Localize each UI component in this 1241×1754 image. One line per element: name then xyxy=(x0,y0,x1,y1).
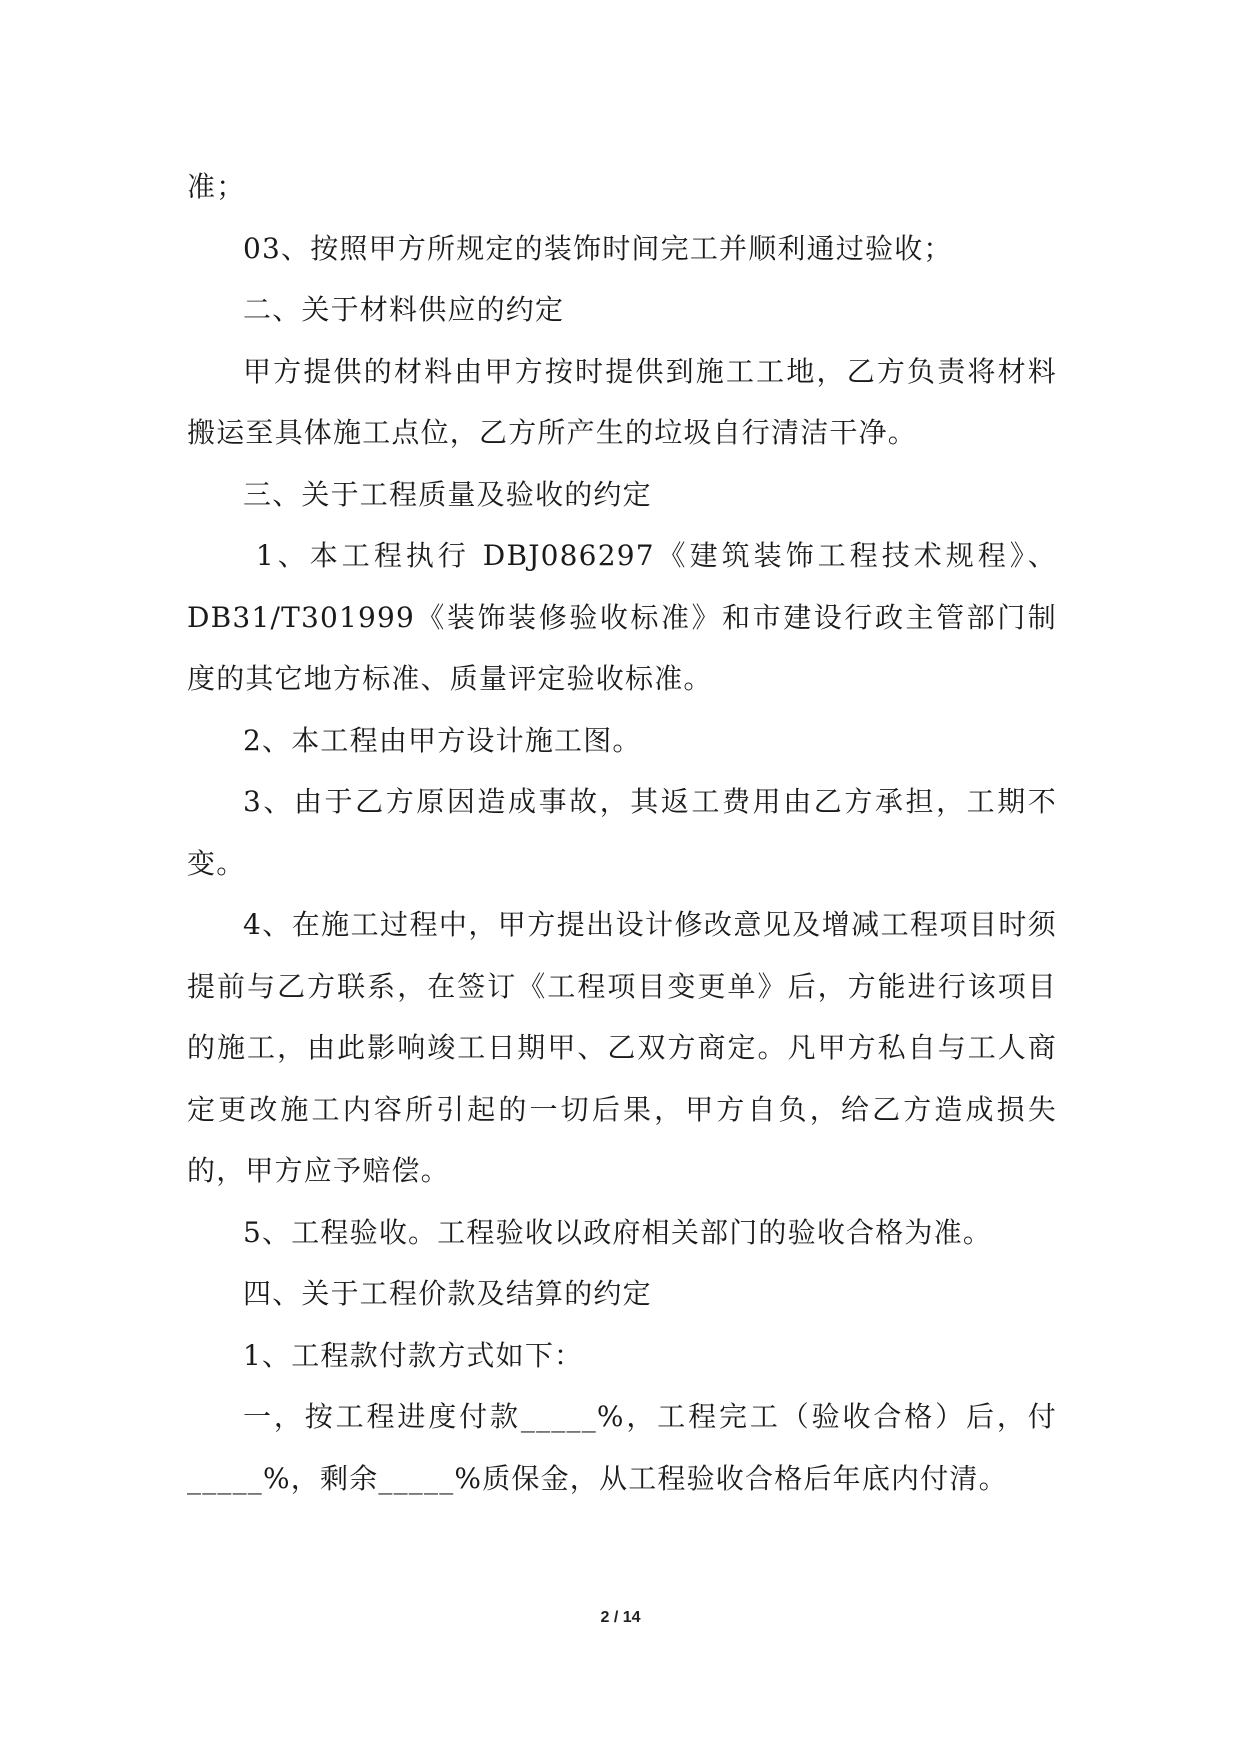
paragraph-design-change: 4、在施工过程中，甲方提出设计修改意见及增减工程项目时须提前与乙方联系，在签订《工程项目变更单》后，方能进行该项目的施工，由此影响竣工日期甲、乙双方商定。凡甲方私自与工人商定更改施工内容所引起的一切后果，甲方自负，给乙方造成损失的，甲方应予赔偿。 xyxy=(187,908,1057,1187)
document-body xyxy=(187,156,1057,1509)
page-number: 2 / 14 xyxy=(600,1609,641,1626)
paragraph-rework: 3、由于乙方原因造成事故，其返工费用由乙方承担，工期不变。 xyxy=(187,785,1057,880)
paragraph-acceptance: 5、工程验收。工程验收以政府相关部门的验收合格为准。 xyxy=(243,1215,993,1249)
paragraph-standards: 1、本工程执行 DBJ086297《建筑装饰工程技术规程》、DB31/T301999《装饰装修验收标准》和市建设行政主管部门制度的其它地方标准、质量评定验收标准。 xyxy=(187,539,1057,695)
section-heading-quality-acceptance: 三、关于工程质量及验收的约定 xyxy=(243,477,652,511)
paragraph-drawings: 2、本工程由甲方设计施工图。 xyxy=(243,723,642,757)
paragraph-1: 准； xyxy=(187,170,246,203)
paragraph-payment-schedule: 一，按工程进度付款_____%，工程完工（验收合格）后，付_____%，剩余_____%质保金，从工程验收合格后年底内付清。 xyxy=(187,1400,1057,1495)
section-heading-material-supply: 二、关于材料供应的约定 xyxy=(243,293,565,326)
paragraph-material-supply: 甲方提供的材料由甲方按时提供到施工工地，乙方负责将材料搬运至具体施工点位，乙方所产生的垃圾自行清洁干净。 xyxy=(187,354,1057,449)
paragraph-payment-method: 1、工程款付款方式如下： xyxy=(243,1338,584,1372)
section-heading-price-settlement: 四、关于工程价款及结算的约定 xyxy=(243,1277,652,1310)
paragraph-2: 03、按照甲方所规定的装饰时间完工并顺利通过验收； xyxy=(243,231,953,265)
